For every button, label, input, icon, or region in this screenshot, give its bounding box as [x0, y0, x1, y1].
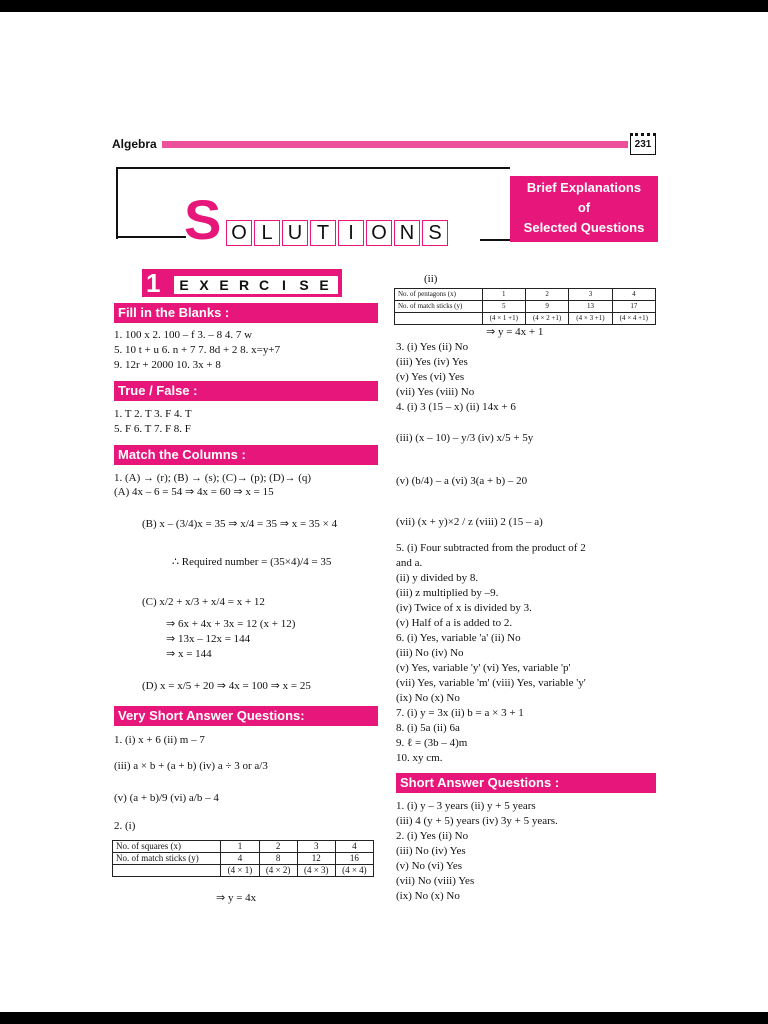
- table-cell: No. of squares (x): [113, 841, 221, 853]
- match-row: (B) x – (3/4)x = 35 ⇒ x/4 = 35 ⇒ x = 35 × 4: [142, 518, 338, 530]
- sa-row: (vii) No (viii) Yes: [396, 875, 475, 887]
- match-row: ∴ Required number = (35×4)/4 = 35: [172, 556, 332, 568]
- side-title-line: Selected Questions: [523, 220, 645, 235]
- match-row: (D) x = x/5 + 20 ⇒ 4x = 100 ⇒ x = 25: [142, 680, 311, 692]
- sa-row: (iii) 4 (y + 5) years (iv) 3y + 5 years.: [396, 815, 558, 827]
- answer-row: (v) Half of a is added to 2.: [396, 617, 513, 629]
- match-row: (A) 4x – 6 = 54 ⇒ 4x = 60 ⇒ x = 15: [114, 486, 274, 498]
- banner-bottom-line: [116, 236, 186, 238]
- section-fill-blanks: Fill in the Blanks :: [114, 303, 378, 323]
- answer-row: (v) Yes, variable 'y' (vi) Yes, variable 'p': [396, 662, 571, 674]
- vsa-row: 1. (i) x + 6 (ii) m – 7: [114, 734, 205, 746]
- pentagon-table: [394, 288, 656, 325]
- answer-row: (v) Yes (vi) Yes: [396, 371, 465, 383]
- squares-result: ⇒ y = 4x: [216, 892, 257, 904]
- table-cell: 1: [221, 841, 259, 853]
- match-row: ⇒ 6x + 4x + 3x = 12 (x + 12): [166, 618, 296, 630]
- table-cell: 3: [569, 289, 612, 301]
- book-page: [0, 12, 768, 1012]
- table-cell: 2: [525, 289, 568, 301]
- table-cell: 16: [335, 853, 373, 865]
- answer-row: (vii) (x + y)×2 / z (viii) 2 (15 – a): [396, 516, 543, 528]
- table-row: [395, 313, 656, 325]
- table-cell: (4 × 2 +1): [525, 313, 568, 325]
- answer-row: (ii) y divided by 8.: [396, 572, 479, 584]
- squares-table: [112, 840, 374, 877]
- banner-side-title: [510, 176, 658, 242]
- vsa-row: 2. (i): [114, 820, 136, 832]
- table-cell: 17: [612, 301, 655, 313]
- match-row: (C) x/2 + x/3 + x/4 = x + 12: [142, 596, 265, 608]
- sa-row: (v) No (vi) Yes: [396, 860, 462, 872]
- table-row: [395, 301, 656, 313]
- answer-row: (iv) Twice of x is divided by 3.: [396, 602, 532, 614]
- vsa-row: (iii) a × b + (a + b) (iv) a ÷ 3 or a/3: [114, 760, 268, 772]
- table-cell: 1: [482, 289, 525, 301]
- fill-row: 5. 10 t + u 6. n + 7 7. 8d + 2 8. x=y+7: [114, 344, 281, 356]
- match-row: 1. (A) → (r); (B) → (s); (C)→ (p); (D)→ (q): [114, 472, 312, 484]
- table-cell: 5: [482, 301, 525, 313]
- answer-row: 3. (i) Yes (ii) No: [396, 341, 469, 353]
- exercise-letter: E: [179, 277, 189, 293]
- banner-right-line: [480, 239, 510, 241]
- fill-row: 9. 12r + 2000 10. 3x + 8: [114, 359, 221, 371]
- exercise-letter: R: [238, 277, 250, 293]
- table-cell: 3: [297, 841, 335, 853]
- table-row: [113, 841, 374, 853]
- section-short-answer: Short Answer Questions :: [396, 773, 656, 793]
- banner-letter: L: [254, 220, 280, 246]
- banner-letter: N: [394, 220, 420, 246]
- table-cell: (4 × 3): [297, 865, 335, 877]
- table-cell: (4 × 4 +1): [612, 313, 655, 325]
- banner-letter: T: [310, 220, 336, 246]
- table-cell: (4 × 4): [335, 865, 373, 877]
- match-row: ⇒ 13x – 12x = 144: [166, 633, 251, 645]
- banner-letter: O: [366, 220, 392, 246]
- table-cell: No. of match sticks (y): [113, 853, 221, 865]
- answer-row: 4. (i) 3 (15 – x) (ii) 14x + 6: [396, 401, 516, 413]
- answer-row: 5. (i) Four subtracted from the product of 2: [396, 542, 586, 554]
- sa-row: (iii) No (iv) Yes: [396, 845, 466, 857]
- answer-row: (iii) (x – 10) – y/3 (iv) x/5 + 5y: [396, 432, 534, 444]
- sa-row: 1. (i) y – 3 years (ii) y + 5 years: [396, 800, 536, 812]
- header-rule: [162, 141, 628, 148]
- answer-row: and a.: [396, 557, 423, 569]
- vsa-row: (v) (a + b)/9 (vi) a/b – 4: [114, 792, 219, 804]
- answer-row: 7. (i) y = 3x (ii) b = a × 3 + 1: [396, 707, 524, 719]
- answer-row: (vii) Yes, variable 'm' (viii) Yes, variable 'y': [396, 677, 586, 689]
- match-row: ⇒ x = 144: [166, 648, 212, 660]
- page-number: 231: [630, 133, 656, 155]
- banner-letter: U: [282, 220, 308, 246]
- exercise-letter: I: [282, 277, 286, 293]
- table-row: [395, 289, 656, 301]
- table-cell: 8: [259, 853, 297, 865]
- answer-row: (iii) Yes (iv) Yes: [396, 356, 468, 368]
- table-cell: 13: [569, 301, 612, 313]
- table-cell: 9: [525, 301, 568, 313]
- banner-letter: S: [422, 220, 448, 246]
- exercise-letter: E: [219, 277, 229, 293]
- exercise-letter: C: [258, 277, 270, 293]
- side-title-line: of: [577, 200, 591, 215]
- table-cell: 4: [221, 853, 259, 865]
- banner-big-letter: S: [184, 188, 222, 251]
- answer-row: 10. xy cm.: [396, 752, 443, 764]
- answer-row: (v) (b/4) – a (vi) 3(a + b) – 20: [396, 475, 528, 487]
- pentagon-label: (ii): [424, 273, 438, 285]
- table-cell: (4 × 1 +1): [482, 313, 525, 325]
- table-cell: [113, 865, 221, 877]
- pentagon-result: ⇒ y = 4x + 1: [486, 326, 544, 338]
- exercise-word: [174, 276, 338, 294]
- exercise-letter: X: [199, 277, 209, 293]
- answer-row: (vii) Yes (viii) No: [396, 386, 475, 398]
- table-cell: No. of pentagons (x): [395, 289, 483, 301]
- table-cell: [395, 313, 483, 325]
- table-cell: (4 × 3 +1): [569, 313, 612, 325]
- answer-row: (ix) No (x) No: [396, 692, 460, 704]
- banner-letter: O: [226, 220, 252, 246]
- fill-row: 1. 100 x 2. 100 – f 3. – 8 4. 7 w: [114, 329, 253, 341]
- answer-row: (iii) No (iv) No: [396, 647, 464, 659]
- table-row: [113, 853, 374, 865]
- table-cell: 2: [259, 841, 297, 853]
- section-match: Match the Columns :: [114, 445, 378, 465]
- table-cell: No. of match sticks (y): [395, 301, 483, 313]
- table-row: [113, 865, 374, 877]
- section-very-short: Very Short Answer Questions:: [114, 706, 378, 726]
- exercise-number: 1: [146, 268, 161, 298]
- chapter-title: Algebra: [112, 137, 157, 151]
- sa-row: (ix) No (x) No: [396, 890, 460, 902]
- answer-row: 8. (i) 5a (ii) 6a: [396, 722, 460, 734]
- banner-letter: I: [338, 220, 364, 246]
- tf-row: 1. T 2. T 3. F 4. T: [114, 408, 192, 420]
- answer-row: (iii) z multiplied by –9.: [396, 587, 499, 599]
- exercise-letter: S: [299, 277, 309, 293]
- exercise-letter: E: [319, 277, 329, 293]
- table-cell: 12: [297, 853, 335, 865]
- table-cell: 4: [335, 841, 373, 853]
- side-title-line: Brief Explanations: [526, 180, 642, 195]
- banner-letters: [226, 220, 450, 246]
- table-cell: (4 × 2): [259, 865, 297, 877]
- answer-row: 9. ℓ = (3b – 4)m: [396, 737, 468, 749]
- section-true-false: True / False :: [114, 381, 378, 401]
- answer-row: 6. (i) Yes, variable 'a' (ii) No: [396, 632, 521, 644]
- sa-row: 2. (i) Yes (ii) No: [396, 830, 469, 842]
- tf-row: 5. F 6. T 7. F 8. F: [114, 423, 191, 435]
- table-cell: (4 × 1): [221, 865, 259, 877]
- table-cell: 4: [612, 289, 655, 301]
